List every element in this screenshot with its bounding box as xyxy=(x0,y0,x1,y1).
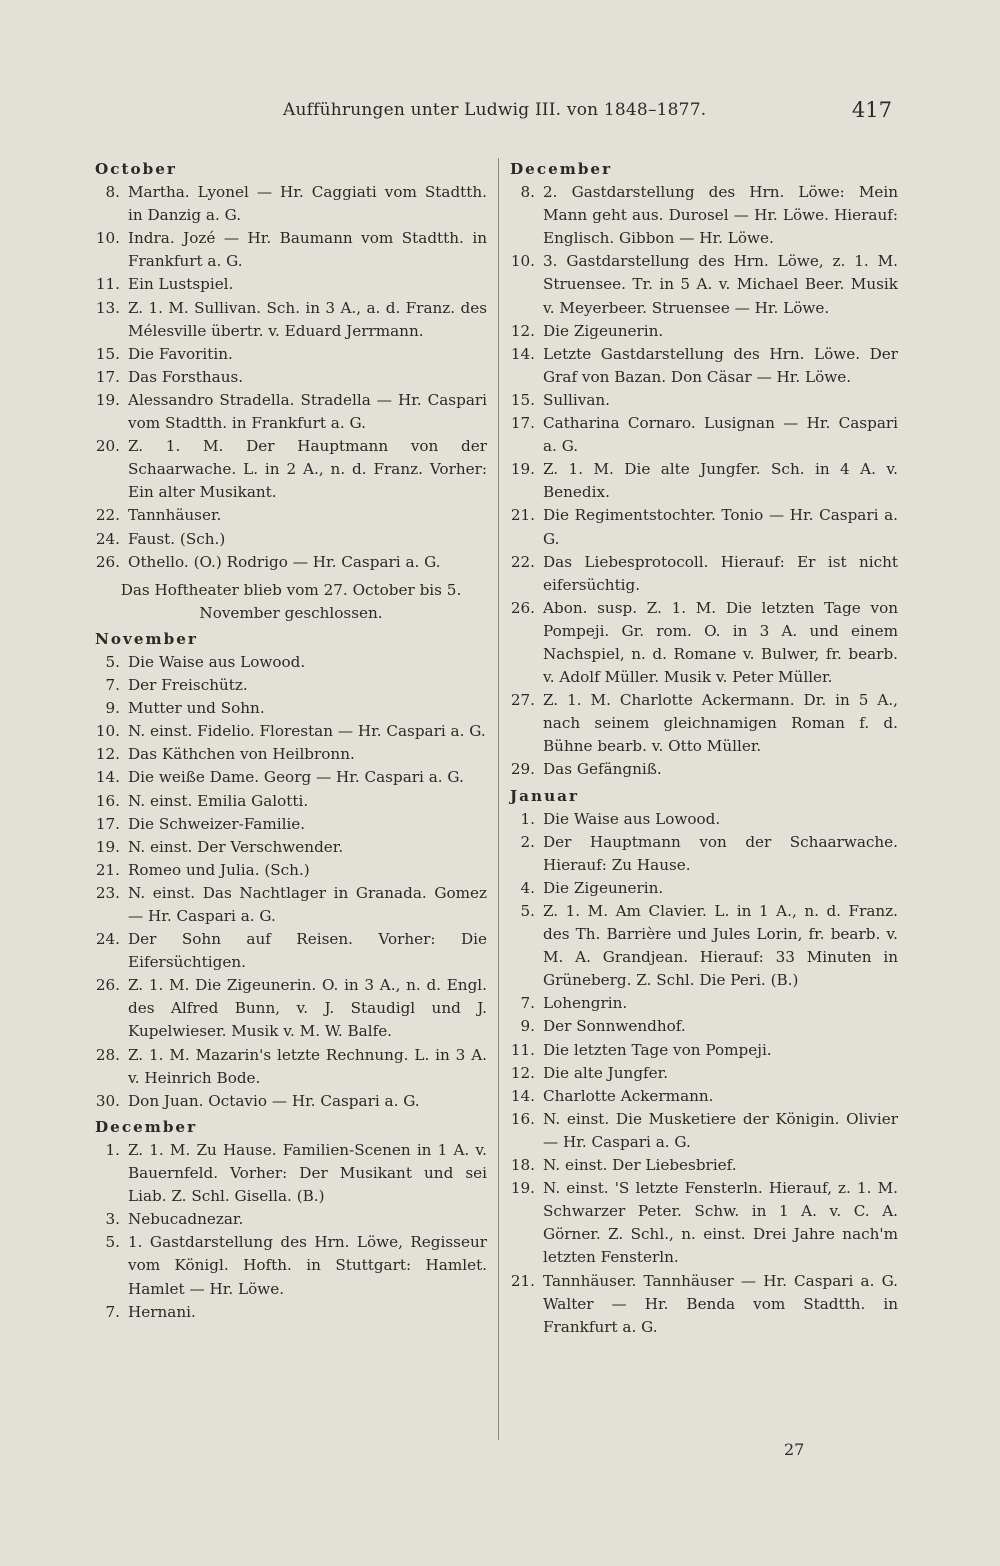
entry-day: 19. xyxy=(95,837,120,856)
entry-text: Die Zigeunerin. xyxy=(543,878,664,897)
performance-entry xyxy=(95,651,487,674)
entry-day: 11. xyxy=(510,1040,535,1059)
performance-entry xyxy=(510,808,898,831)
performance-entry xyxy=(95,674,487,697)
performance-entry xyxy=(95,1139,487,1208)
entry-day: 12. xyxy=(510,321,535,340)
performance-entry xyxy=(510,1062,898,1085)
entry-text: Z. 1. M. Charlotte Ackermann. Dr. in 5 A., nach seinem gleichnamigen Roman f. d. Bühne bearb. v. Otto Müller. xyxy=(543,691,898,756)
entry-text: Das Forsthaus. xyxy=(128,367,244,386)
performance-entry xyxy=(95,366,487,389)
performance-entry xyxy=(95,181,487,227)
performance-entry xyxy=(510,551,898,597)
entry-text: Z. 1. M. Die alte Jungfer. Sch. in 4 A. v. Benedix. xyxy=(543,460,898,502)
performance-entry xyxy=(95,1231,487,1300)
performance-entry xyxy=(510,831,898,877)
entry-text: Charlotte Ackermann. xyxy=(543,1086,714,1105)
performance-entry xyxy=(510,412,898,458)
performance-entry xyxy=(510,597,898,689)
entry-day: 17. xyxy=(510,414,535,433)
entry-day: 17. xyxy=(95,367,120,386)
performance-entry xyxy=(510,320,898,343)
entry-day: 19. xyxy=(95,390,120,409)
entry-day: 8. xyxy=(520,183,535,202)
performance-entry xyxy=(510,1039,898,1062)
performance-entry xyxy=(95,813,487,836)
left-column xyxy=(95,155,487,1324)
performance-entry xyxy=(95,528,487,551)
entry-text: Die weiße Dame. Georg — Hr. Caspari a. G. xyxy=(128,768,464,787)
performance-entry xyxy=(510,758,898,781)
entry-text: 1. Gastdarstellung des Hrn. Löwe, Regisseur vom Königl. Hofth. in Stuttgart: Hamlet. Hamlet — Hr. Löwe. xyxy=(128,1233,487,1298)
entry-text: Z. 1. M. Mazarin's letzte Rechnung. L. in 3 A. v. Heinrich Bode. xyxy=(128,1045,487,1087)
entry-day: 21. xyxy=(510,1271,535,1290)
entry-text: N. einst. Der Verschwender. xyxy=(128,837,344,856)
performance-entry xyxy=(95,551,487,574)
entry-day: 21. xyxy=(510,506,535,525)
entry-day: 15. xyxy=(95,344,120,363)
performance-entry xyxy=(95,1301,487,1324)
month-heading: December xyxy=(95,1117,198,1136)
page-number: 417 xyxy=(851,98,892,122)
entry-day: 22. xyxy=(510,552,535,571)
entry-text: Tannhäuser. Tannhäuser — Hr. Caspari a. G. Walter — Hr. Benda vom Stadtth. in Frankfurt a. G. xyxy=(543,1271,898,1336)
entry-text: Der Sohn auf Reisen. Vorher: Die Eifersüchtigen. xyxy=(128,930,487,972)
entry-day: 10. xyxy=(510,252,535,271)
entry-text: Das Liebesprotocoll. Hierauf: Er ist nicht eifersüchtig. xyxy=(543,552,898,594)
month-heading: October xyxy=(95,160,177,178)
entry-text: N. einst. Fidelio. Florestan — Hr. Caspari a. G. xyxy=(128,722,486,741)
entry-day: 12. xyxy=(95,745,120,764)
entry-day: 8. xyxy=(105,183,120,202)
performance-entry xyxy=(510,389,898,412)
entry-day: 17. xyxy=(95,814,120,833)
entry-text: Hernani. xyxy=(128,1302,196,1321)
entry-text: Tannhäuser. xyxy=(128,506,222,525)
performance-entry xyxy=(510,689,898,758)
performance-entry xyxy=(510,504,898,550)
entry-day: 14. xyxy=(95,768,120,787)
entry-day: 5. xyxy=(520,902,535,920)
entry-day: 14. xyxy=(510,1086,535,1105)
performance-entry xyxy=(510,992,898,1015)
entry-text: Die alte Jungfer. xyxy=(543,1063,669,1082)
entry-day: 26. xyxy=(95,976,120,995)
performance-entry xyxy=(95,504,487,527)
entry-day: 26. xyxy=(95,552,120,571)
entry-day: 7. xyxy=(105,676,120,695)
entry-day: 26. xyxy=(510,598,535,617)
entry-text: Der Freischütz. xyxy=(128,676,248,695)
performance-entry xyxy=(95,227,487,273)
entry-text: N. einst. 'S letzte Fensterln. Hierauf, z. 1. M. Schwarzer Peter. Schw. in 1 A. v. C. A. Görner. Z. Schl., n. einst. Drei Jahre nach'm letzten Fensterln. xyxy=(543,1179,898,1267)
entry-text: N. einst. Das Nachtlager in Granada. Gomez — Hr. Caspari a. G. xyxy=(128,883,487,925)
entry-text: Martha. Lyonel — Hr. Caggiati vom Stadtth. in Danzig a. G. xyxy=(128,183,487,225)
entry-day: 16. xyxy=(510,1109,535,1128)
performance-entry xyxy=(510,900,898,992)
performance-entry xyxy=(95,1044,487,1090)
column-divider xyxy=(498,158,499,1440)
performance-entry xyxy=(95,435,487,504)
entry-text: Catharina Cornaro. Lusignan — Hr. Caspari a. G. xyxy=(543,414,898,456)
entry-day: 15. xyxy=(510,390,535,409)
entry-day: 1. xyxy=(105,1140,120,1159)
entry-day: 22. xyxy=(95,506,120,525)
entry-text: Don Juan. Octavio — Hr. Caspari a. G. xyxy=(128,1091,420,1110)
entry-day: 4. xyxy=(520,878,535,897)
performance-entry xyxy=(95,928,487,974)
entry-text: Die Favoritin. xyxy=(128,344,233,363)
running-title: Aufführungen unter Ludwig III. von 1848–1877. xyxy=(283,100,707,120)
performance-entry xyxy=(95,343,487,366)
month-heading: December xyxy=(510,160,613,178)
entry-text: Othello. (O.) Rodrigo — Hr. Caspari a. G. xyxy=(128,552,441,571)
entry-text: Sullivan. xyxy=(543,390,611,409)
performance-entry xyxy=(95,389,487,435)
entry-text: 2. Gastdarstellung des Hrn. Löwe: Mein Mann geht aus. Durosel — Hr. Löwe. Hierauf: Englisch. Gibbon — Hr. Löwe. xyxy=(543,183,898,248)
entry-day: 7. xyxy=(520,994,535,1013)
entry-day: 13. xyxy=(95,298,120,317)
entry-day: 7. xyxy=(105,1302,120,1321)
entry-day: 12. xyxy=(510,1063,535,1082)
entry-text: Mutter und Sohn. xyxy=(128,699,265,718)
entry-day: 18. xyxy=(510,1156,535,1175)
entry-text: Die letzten Tage von Pompeji. xyxy=(543,1040,772,1059)
entry-text: Das Gefängniß. xyxy=(543,760,662,779)
entry-text: Die Schweizer-Familie. xyxy=(128,814,306,833)
entry-text: N. einst. Die Musketiere der Königin. Olivier — Hr. Caspari a. G. xyxy=(543,1109,898,1151)
entry-text: Indra. Jozé — Hr. Baumann vom Stadtth. in Frankfurt a. G. xyxy=(128,229,487,271)
entry-text: Z. 1. M. Sullivan. Sch. in 3 A., a. d. Franz. des Mélesville übertr. v. Eduard Jerrmann. xyxy=(128,298,487,340)
page-header xyxy=(0,100,1000,134)
entry-day: 16. xyxy=(95,791,120,810)
performance-entry xyxy=(510,1270,898,1339)
entry-day: 24. xyxy=(95,529,120,548)
performance-entry xyxy=(510,1154,898,1177)
entry-text: N. einst. Emilia Galotti. xyxy=(128,791,309,810)
entry-text: Die Waise aus Lowood. xyxy=(128,652,306,671)
month-heading: Januar xyxy=(510,786,579,805)
performance-entry xyxy=(510,1015,898,1038)
entry-day: 19. xyxy=(510,1179,535,1198)
entry-day: 9. xyxy=(520,1017,535,1036)
performance-entry xyxy=(95,859,487,882)
performance-entry xyxy=(510,181,898,250)
entry-day: 20. xyxy=(95,437,120,456)
entry-text: Lohengrin. xyxy=(543,994,628,1013)
entry-day: 21. xyxy=(95,860,120,879)
entry-day: 5. xyxy=(105,1233,120,1252)
performance-entry xyxy=(510,1085,898,1108)
entry-text: Letzte Gastdarstellung des Hrn. Löwe. Der Graf von Bazan. Don Cäsar — Hr. Löwe. xyxy=(543,344,898,386)
entry-day: 24. xyxy=(95,930,120,949)
performance-entry xyxy=(510,250,898,319)
closure-note: Das Hoftheater blieb vom 27. October bis 5. November geschlossen. xyxy=(120,580,462,622)
entry-day: 23. xyxy=(95,883,120,902)
month-heading: November xyxy=(95,629,198,648)
entry-text: Die Zigeunerin. xyxy=(543,321,664,340)
entry-text: N. einst. Der Liebesbrief. xyxy=(543,1156,737,1175)
right-column xyxy=(510,155,898,1339)
entry-day: 14. xyxy=(510,344,535,363)
entry-text: Z. 1. M. Der Hauptmann von der Schaarwache. L. in 2 A., n. d. Franz. Vorher: Ein alter Musikant. xyxy=(128,437,487,502)
performance-entry xyxy=(95,836,487,859)
entry-text: Ein Lustspiel. xyxy=(128,275,234,294)
performance-entry xyxy=(510,458,898,504)
entry-text: Der Sonnwendhof. xyxy=(543,1017,686,1036)
performance-entry xyxy=(95,1208,487,1231)
performance-entry xyxy=(95,720,487,743)
performance-entry xyxy=(510,343,898,389)
entry-day: 5. xyxy=(105,652,120,671)
entry-day: 28. xyxy=(95,1045,120,1064)
entry-text: Nebucadnezar. xyxy=(128,1210,244,1229)
entry-text: 3. Gastdarstellung des Hrn. Löwe, z. 1. M. Struensee. Tr. in 5 A. v. Michael Beer. Musik v. Meyerbeer. Struensee — Hr. Löwe. xyxy=(543,252,898,317)
entry-text: Z. 1. M. Die Zigeunerin. O. in 3 A., n. d. Engl. des Alfred Bunn, v. J. Staudigl und J. Kupelwieser. Musik v. M. W. Balfe. xyxy=(128,976,487,1041)
entry-day: 3. xyxy=(105,1210,120,1229)
entry-text: Z. 1. M. Zu Hause. Familien-Scenen in 1 A. v. Bauernfeld. Vorher: Der Musikant und sei Liab. Z. Schl. Gisella. (B.) xyxy=(128,1140,487,1206)
entry-day: 19. xyxy=(510,460,535,479)
performance-entry xyxy=(95,697,487,720)
entry-day: 27. xyxy=(510,691,535,710)
performance-entry xyxy=(95,1090,487,1113)
entry-text: Abon. susp. Z. 1. M. Die letzten Tage von Pompeji. Gr. rom. O. in 3 A. und einem Nachspiel, n. d. Romane v. Bulwer, fr. bearb. v. Adolf Müller. Musik v. Peter Müller. xyxy=(543,598,898,687)
entry-text: Alessandro Stradella. Stradella — Hr. Caspari vom Stadtth. in Frankfurt a. G. xyxy=(128,390,487,433)
entry-day: 11. xyxy=(95,275,120,294)
performance-entry xyxy=(95,790,487,813)
entry-day: 29. xyxy=(510,760,535,779)
performance-entry xyxy=(95,273,487,296)
entry-text: Das Käthchen von Heilbronn. xyxy=(128,745,355,764)
entry-day: 1. xyxy=(520,809,535,828)
entry-day: 10. xyxy=(95,722,120,741)
entry-text: Z. 1. M. Am Clavier. L. in 1 A., n. d. Franz. des Th. Barrière und Jules Lorin, fr. bearb. v. M. A. Grandjean. Hierauf: 33 Minuten in Grüneberg. Z. Schl. Die Peri. (B.) xyxy=(543,902,898,990)
performance-entry xyxy=(95,974,487,1043)
performance-entry xyxy=(95,766,487,789)
entry-text: Romeo und Julia. (Sch.) xyxy=(128,860,310,879)
performance-entry xyxy=(510,1177,898,1269)
signature-mark: 27 xyxy=(784,1440,805,1459)
entry-text: Der Hauptmann von der Schaarwache. Hierauf: Zu Hause. xyxy=(543,832,898,874)
entry-day: 9. xyxy=(105,699,120,718)
entry-day: 10. xyxy=(95,229,120,248)
performance-entry xyxy=(510,1108,898,1154)
performance-entry xyxy=(510,877,898,900)
entry-text: Die Waise aus Lowood. xyxy=(543,809,721,828)
performance-entry xyxy=(95,743,487,766)
performance-entry xyxy=(95,297,487,343)
entry-text: Die Regimentstochter. Tonio — Hr. Caspari a. G. xyxy=(543,506,898,548)
performance-entry xyxy=(95,882,487,928)
entry-day: 2. xyxy=(520,832,535,851)
entry-day: 30. xyxy=(95,1091,120,1110)
entry-text: Faust. (Sch.) xyxy=(128,529,226,548)
